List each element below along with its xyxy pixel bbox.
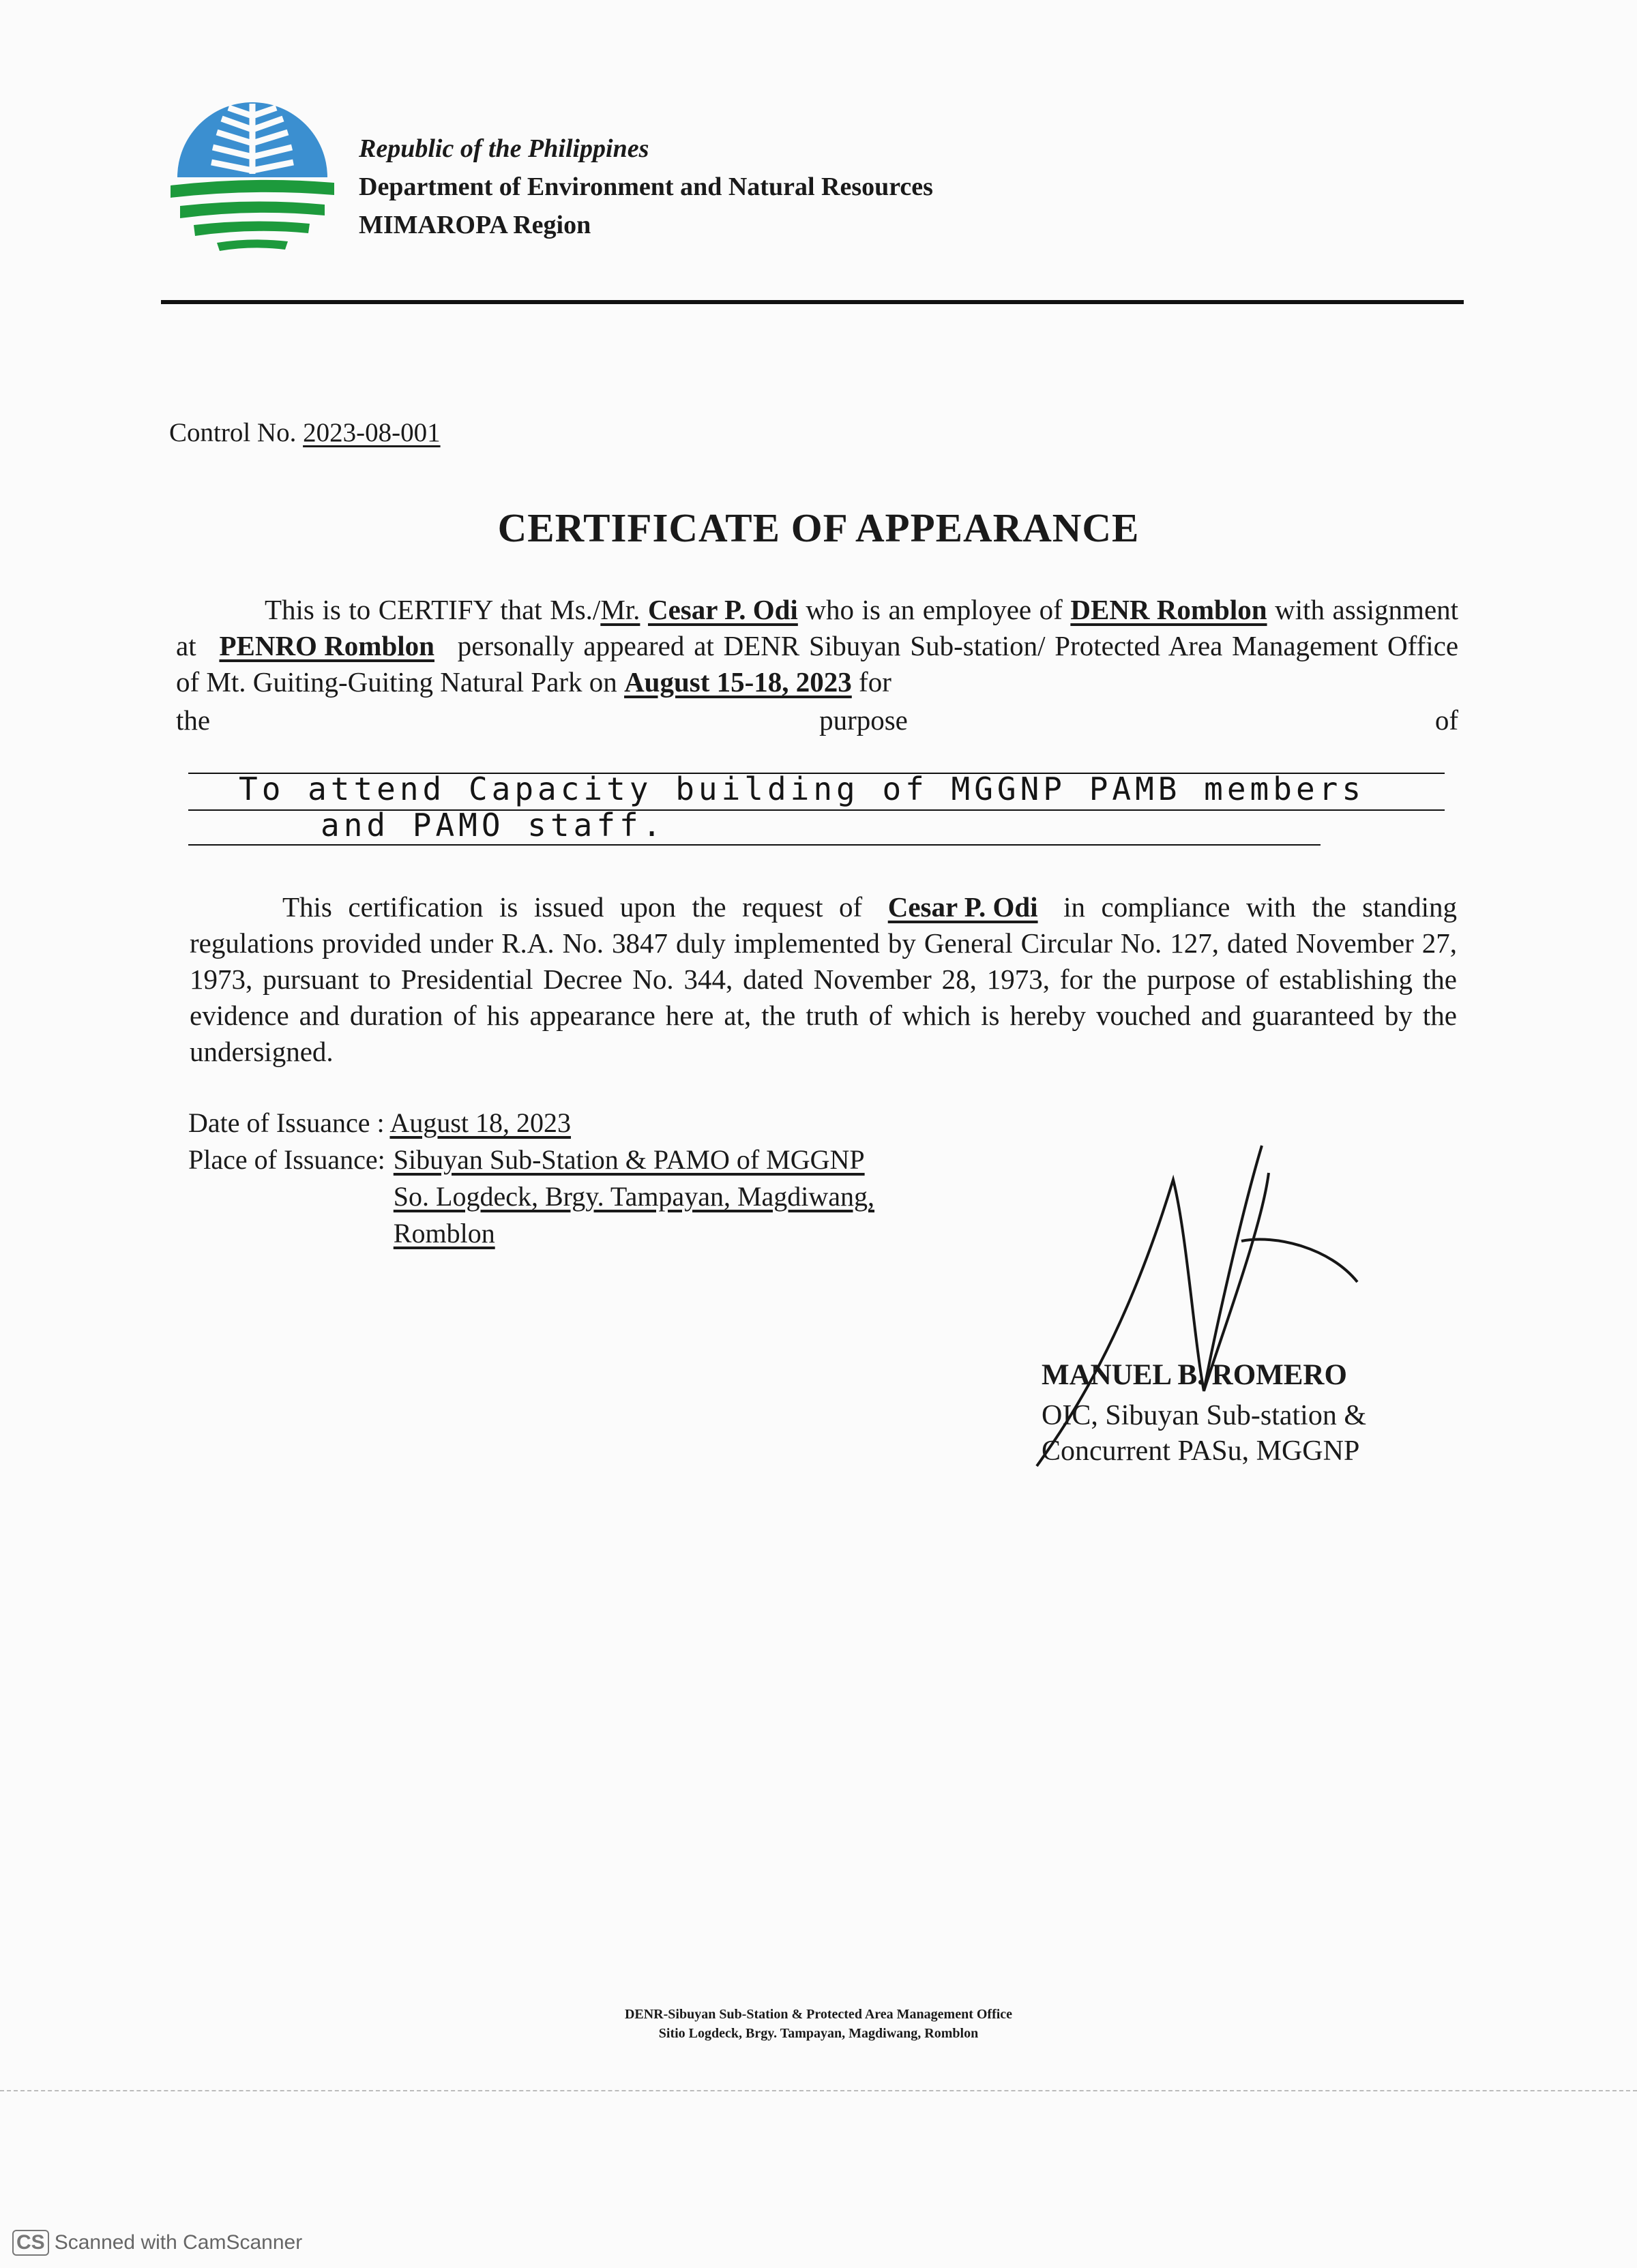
issuance-place-line-2: So. Logdeck, Brgy. Tampayan, Magdiwang, [393, 1181, 875, 1212]
certify-name: Cesar P. Odi [647, 594, 798, 625]
camscanner-icon: CS [12, 2230, 49, 2256]
certify-assignment: PENRO Romblon [219, 630, 434, 661]
certify-the: the [176, 704, 211, 736]
control-label: Control No. [169, 418, 297, 447]
letterhead-republic: Republic of the Philippines [359, 134, 649, 163]
certify-text-1: This is to CERTIFY that Ms./ [265, 594, 601, 625]
header-rule [161, 300, 1464, 304]
letterhead-region: MIMAROPA Region [359, 211, 591, 239]
certify-text-2: who is an employee of [806, 594, 1063, 625]
signatory-name: MANUEL B. ROMERO [1042, 1359, 1347, 1391]
certify-text-4: personally appeared at DENR Sibuyan Sub-station/ Protected Area Management Office of Mt. Guiting-Guiting Natural Park on [176, 630, 1459, 698]
request-paragraph [190, 889, 1457, 1070]
certify-text-5: for [859, 666, 891, 698]
issuance-date-value: August 18, 2023 [389, 1107, 572, 1138]
signatory-title-2: Concurrent PASu, MGGNP [1042, 1435, 1360, 1467]
issuance-place-line-1: Sibuyan Sub-Station & PAMO of MGGNP [393, 1144, 865, 1175]
request-name: Cesar P. Odi [887, 891, 1038, 923]
scanner-watermark [12, 2230, 302, 2256]
certify-of: of [1434, 704, 1458, 736]
scan-edge [0, 2090, 1637, 2093]
letterhead [359, 130, 933, 244]
signatory-title-1: OIC, Sibuyan Sub-station & [1042, 1400, 1367, 1431]
certify-paragraph [176, 592, 1458, 700]
issuance-date-label: Date of Issuance : [188, 1107, 385, 1138]
purpose-line-1: To attend Capacity building of MGGNP PAMB members [239, 771, 1366, 807]
purpose-line-2: and PAMO staff. [321, 807, 666, 844]
document-title: CERTIFICATE OF APPEARANCE [497, 505, 1140, 550]
control-value: 2023-08-001 [303, 418, 441, 447]
request-text-1: This certification is issued upon the request of [282, 891, 863, 923]
certify-mr: Mr. [600, 594, 640, 625]
footer-line-2: Sitio Logdeck, Brgy. Tampayan, Magdiwang, Romblon [658, 2026, 979, 2041]
request-text-2: in compliance with the standing regulations provided under R.A. No. 3847 duly implemented by General Circular No. 127, dated November 27, 1973, pursuant to Presidential Decree No. 344, dated November 28, 1973, for the purpose of establishing the evidence and duration of his appearance here at, the truth of which is hereby vouched and guaranteed by the undersigned. [190, 891, 1458, 1067]
office-footer [0, 2005, 1637, 2043]
purpose-of-line [176, 702, 1458, 738]
scanner-text: Scanned with CamScanner [54, 2231, 303, 2254]
control-number [169, 417, 441, 448]
certify-text-3: with assignment at [176, 594, 1459, 661]
letterhead-department: Department of Environment and Natural Resources [359, 173, 933, 201]
issuance-place-label: Place of Issuance: [188, 1144, 385, 1175]
certify-employer: DENR Romblon [1070, 594, 1267, 625]
certify-purpose: purpose [819, 704, 908, 736]
certify-dates: August 15-18, 2023 [624, 666, 852, 698]
purpose-rule-2 [188, 844, 1321, 846]
issuance-block [188, 1105, 874, 1252]
denr-logo [164, 89, 341, 252]
issuance-place-line-3: Romblon [393, 1218, 495, 1249]
footer-line-1: DENR-Sibuyan Sub-Station & Protected Area Management Office [624, 2007, 1013, 2022]
